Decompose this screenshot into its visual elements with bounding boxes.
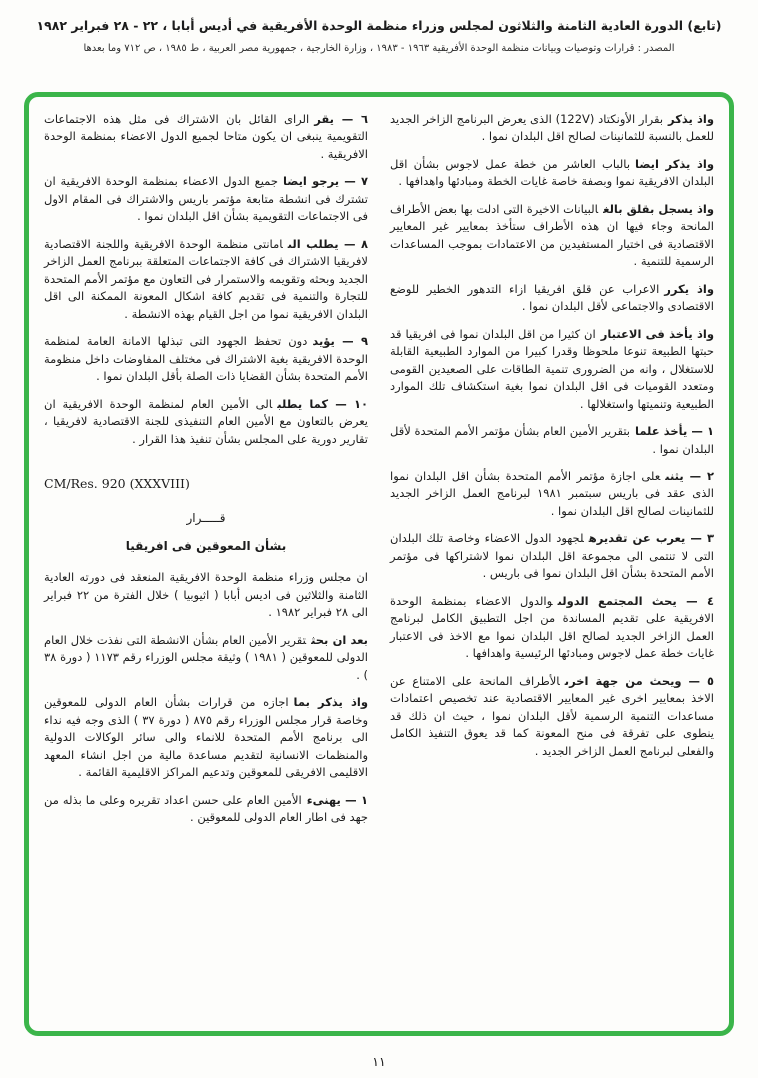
content-frame [24,92,734,1036]
paragraph-text: الى الأمين العام لمنظمة الوحدة الافريقية ان يعرض بالتعاون مع الأمين العام التنفيذى للجنة الاقتصادية لافريقيا ، تقارير دورية على المجلس بشأن تنفيذ هذا القرار . [44,396,368,446]
paragraph [390,326,714,413]
paragraph-text: والدول الاعضاء بمنظمة الوحدة الافريقية على تقديم المساندة من اجل التطبيق الكامل لبرنامج العمل الزاخر الجديد لصالح اقل البلدان نموا مع الاخذ فى الاعتبار غايات خطة عمل لاجوس ومبادئها الرئيسية واهدافها . [390,593,714,661]
paragraph [44,509,368,527]
paragraph-text: CM/Res. 920 (XXXVIII) [44,475,190,491]
paragraph [44,333,368,385]
column-right [390,111,714,1021]
paragraph [44,569,368,621]
paragraph [44,694,368,781]
paragraph-text: جميع الدول الاعضاء بمنظمة الوحدة الافريقية ان تشترك فى انشطة متابعة مؤتمر باريس والاشتراك فى المقام الاول فى الاجتماعات التقويمية بشأن اقل البلدان نموا . [44,174,368,224]
paragraph [390,111,714,146]
paragraph-lead: ١٠ — كما يطلب [277,396,369,411]
paragraph-lead: ٧ — يرجو ايضا [282,174,368,189]
paragraph-lead: ٣ — يعرب عن تقديره [588,531,715,546]
paragraph-lead: ١ — يأخذ علما [635,424,714,439]
header-source: المصدر : قرارات وتوصيات وبيانات منظمة الوحدة الأفريقية ١٩٦٣ - ١٩٨٣ ، وزارة الخارجية ، جمهورية مصر العربية ، ط ١٩٨٥ ، ص ٧١٢ وما بعدها [83,43,675,54]
paragraph-text: بقرار الأونكتاد (122V) الذى يعرض البرنامج الزاخر الجديد للعمل بالنسبة للثمانينات لصالح اقل البلدان نموا . [390,112,714,144]
paragraph [390,281,714,316]
paragraph [390,673,714,760]
paragraph-text: ان مجلس وزراء منظمة الوحدة الافريقية المنعقد فى دورته العادية الثامنة والثلاثين فى اديس أبابا ( اثيوبيا ) خلال الفترة من ٢٢ فبراير الى ٢٨ فبراير ١٩٨٢ . [44,570,369,620]
paragraph-lead: ٩ — يؤيد [312,334,368,349]
paragraph-text: تقرير الأمين العام بشأن الانشطة التى نفذت خلال العام الدولى للمعوقين ( ١٩٨١ ) وثيقة مجلس الوزراء رقم ١١٧٣ ( دورة ٣٨ ) . [44,632,368,682]
paragraph [44,111,368,163]
paragraph-text: الراى القائل بان الاشتراك فى مثل هذه الاجتماعات التقويمية ينبغى ان يكون متاحا لجميع الدول الاعضاء بمنظمة الوحدة الافريقية . [44,112,368,161]
paragraph-text: على اجازة مؤتمر الأمم المتحدة بشأن اقل البلدان نموا الذى عقد فى باريس سبتمبر ١٩٨١ لبرنامج العمل الزاخر الجديد للثمانينات لصالح اقل البلدان نموا . [390,468,714,518]
header-title: (تابع) الدورة العادية الثامنة والثلاثون لمجلس وزراء منظمة الوحدة الأفريقية في أديس أبابا ، ٢٢ - ٢٨ فبراير ١٩٨٢ [36,18,722,33]
paragraph [44,537,368,555]
paragraph-lead: بعد ان بحث [311,632,368,647]
paragraph-text: الاعراب عن قلق افريقيا ازاء التدهور الخطير للوضع الاقتصادى والاجتماعى لأقل البلدان نموا . [390,281,714,314]
paragraph-lead: ١ — يهنىء [306,792,368,807]
paragraph [390,156,714,191]
paragraph [44,632,368,684]
document-header [22,16,736,54]
paragraph-text: امانتى منظمة الوحدة الافريقية واللجنة الاقتصادية لافريقيا الاشتراك فى كافة الاجتماعات المتعلقة ببرنامج العمل الزاخر الجديد وبحثه وتقويمه والاستمرار فى التعاون مع مؤتمر الأمم المتحدة للتجارة والتنمية فى تقديم كافة اشكال المعونة الممكنة الى اقل البلدان الافريقية نموا من اجل القيام بهذه الانشطة . [44,236,368,321]
paragraph-lead: ٥ — ويحث من جهة اخرى [564,673,714,688]
paragraph-lead: ٢ — يثنى [665,468,714,483]
paragraph-text: دون تحفظ الجهود التى تبذلها الامانة العامة لمنظمة الوحدة الافريقية بغية الاشتراك فى مختلف المفاوضات داخل منظومة الأمم المتحدة بشأن القضايا ذات الصلة بأقل البلدان نموا . [44,334,368,384]
two-column-layout [44,111,714,1021]
paragraph-text: بتقرير الأمين العام بشأن مؤتمر الأمم المتحدة لأقل البلدان نموا . [390,424,714,456]
paragraph-lead: ٤ — يحث المجتمع الدولى [557,593,714,608]
paragraph [44,792,368,827]
paragraph-text: اجازه من قرارات بشأن العام الدولى للمعوقين وخاصة قرار مجلس الوزراء رقم ٨٧٥ ( دورة ٣٧ ) الذى وجه فيه نداء الى برنامج الأمم المتحدة للانماء والى سائر الوكالات الدولية والمنظمات الانسانية لتقديم مساعدة مالية من اجل انشاء المعهد الاقليمى الافريقى للمعوقين وتدعيم المراكز الاقليمية القائمة . [44,695,368,780]
paragraph-text: قـــــرار [186,510,226,525]
paragraph-lead: واذ يأخذ فى الاعتبار [600,326,714,341]
paragraph [390,530,714,582]
paragraph [44,236,368,323]
page-footer [0,1051,758,1070]
paragraph [390,468,714,520]
paragraph [44,474,368,493]
paragraph-lead: واذ يذكر بما [293,695,368,710]
paragraph [44,396,368,448]
paragraph-lead: واذ يكرر [664,281,714,296]
paragraph [390,423,714,458]
paragraph-lead: واذ يذكر [668,112,714,126]
paragraph-lead: واذ يسجل بقلق بالغ [603,201,714,216]
paragraph-text: البيانات الاخيرة التى ادلت بها بعض الأطراف المانحة وجاء فيها ان هذه الأطراف ستأخذ بمعايير غير المعايير الاقتصادية فى اختيار المستفيدين من الاعتمادات بموجب المساعدات الرسمية للتنمية . [390,201,714,269]
paragraph-text: بشأن المعوقين فى افريقيا [125,539,287,554]
paragraph-text: ان كثيرا من اقل البلدان نموا فى افريقيا قد حبتها الطبيعة تنوعا ملحوظا وقدرا كبيرا من الموارد الطبيعية القابلة للاستغلال ، وانه من الضرورى تنمية الطاقات على الصعيدين القومى ومتعدد القوميات فى اقل البلدان نموا بغية استكشاف تلك الموارد الطبيعية وتنميتها واستغلالها . [390,326,714,411]
paragraph-text: الأطراف المانحة على الامتناع عن الاخذ بمعايير اخرى غير المعايير الاقتصادية عند تخصيص اعتمادات مساعدات التنمية الرسمية لأقل البلدان نموا ، حيث ان ذلك قد ينطوى على تفرقة فى منح المعونة كما قد يعوق التنفيذ الكامل والفعلى لبرنامج العمل الزاخر الجديد . [390,673,714,758]
paragraph-text: الأمين العام على حسن اعداد تقريره وعلى ما بذله من جهد فى اطار العام الدولى للمعوقين . [44,792,368,825]
column-left [44,111,368,1021]
paragraph-text: بالباب العاشر من خطة عمل لاجوس بشأن اقل البلدان الافريقية نموا وبصفة خاصة غايات الخطة ومبادئها واهدافها . [390,156,714,189]
paragraph [390,201,714,271]
page-number: ١١ [372,1054,386,1069]
paragraph-text: لجهود الدول الاعضاء وخاصة تلك البلدان التى لا تنتمى الى مجموعة اقل البلدان نموا لاشتراكها فى مؤتمر الأمم المتحدة بشأن اقل البلدان نموا فى باريس . [390,531,714,581]
paragraph-lead: واذ يذكر ايضا [635,156,714,171]
paragraph-lead: ٦ — يقر [314,112,368,126]
paragraph [44,173,368,225]
paragraph [390,593,714,663]
paragraph-lead: ٨ — يطلب الى [287,236,368,251]
